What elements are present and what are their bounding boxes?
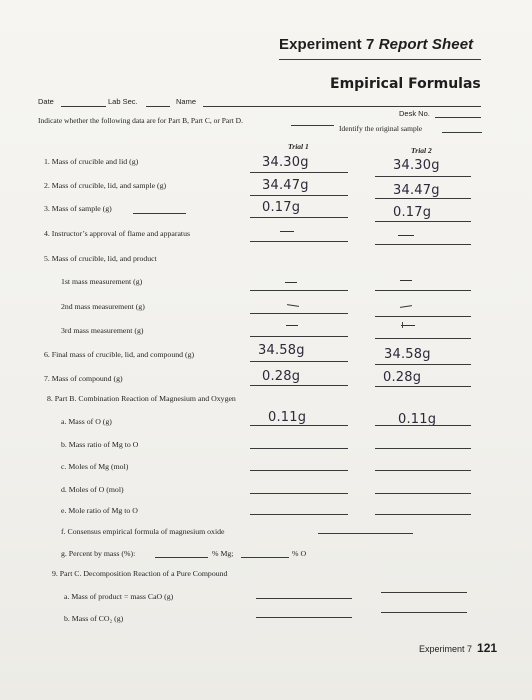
trial1-line6[interactable]: [250, 361, 348, 362]
part-line[interactable]: [291, 125, 334, 126]
name-line[interactable]: [203, 106, 481, 107]
trial1-dash-m3: [286, 325, 298, 326]
trial2-crucible-sample-value: 34.47g: [393, 183, 440, 198]
percent-line-2[interactable]: [241, 557, 289, 558]
empirical-formula-line[interactable]: [318, 533, 413, 534]
item3-leader: [133, 213, 186, 214]
trial2-line3[interactable]: [375, 221, 471, 222]
trial1-crucible-lid-value: 34.30g: [262, 155, 309, 170]
trial1-line-m2[interactable]: [250, 313, 348, 314]
item5-label: 5. Mass of crucible, lid, and product: [44, 254, 157, 263]
trial2-line4[interactable]: [375, 244, 471, 245]
trial2-line9b[interactable]: [381, 612, 467, 613]
trial2-line8c[interactable]: [375, 470, 471, 471]
identify-text: Identify the original sample: [339, 124, 423, 133]
trial1-line3[interactable]: [250, 217, 348, 218]
lab-sec-label: Lab Sec.: [108, 97, 138, 106]
title-rule: [279, 59, 481, 60]
trial2-line8a[interactable]: [375, 425, 471, 426]
trial2-line6[interactable]: [375, 364, 471, 365]
trial2-line1[interactable]: [375, 176, 471, 177]
trial2-line8b[interactable]: [375, 448, 471, 449]
footer-label: Experiment 7: [419, 644, 473, 654]
trial1-line9a[interactable]: [256, 598, 352, 599]
trial2-line7[interactable]: [375, 386, 471, 387]
mass2-label: 2nd mass measurement (g): [61, 302, 145, 311]
item9a-label: a. Mass of product = mass CaO (g): [64, 592, 174, 601]
lab-sec-line[interactable]: [146, 106, 170, 107]
trial2-dash-m3: [401, 325, 415, 326]
trial2-sample-mass-value: 0.17g: [393, 205, 432, 220]
trial1-dash-m1: [285, 282, 297, 283]
sheet-subtitle: Empirical Formulas: [330, 76, 481, 92]
trial2-tick-m3: [402, 322, 403, 328]
trial2-line-m3[interactable]: [375, 338, 471, 339]
identify-line[interactable]: [442, 132, 482, 133]
trial1-dash4: [280, 231, 294, 232]
item8c-label: c. Moles of Mg (mol): [61, 462, 129, 471]
trial1-line8c[interactable]: [250, 470, 348, 471]
trial2-line8d[interactable]: [375, 493, 471, 494]
trial1-line2[interactable]: [250, 195, 348, 196]
trial2-line9a[interactable]: [381, 592, 467, 593]
item8d-label: d. Moles of O (mol): [61, 485, 124, 494]
trial1-line4[interactable]: [250, 241, 348, 242]
trial1-sample-mass-value: 0.17g: [262, 200, 301, 215]
trial2-crucible-lid-value: 34.30g: [393, 158, 440, 173]
title-number: 7: [365, 36, 375, 53]
title-experiment: Experiment: [279, 36, 366, 53]
trial2-compound-mass-value: 0.28g: [383, 370, 422, 385]
mass3-label: 3rd mass measurement (g): [61, 326, 144, 335]
item8b-label: b. Mass ratio of Mg to O: [61, 440, 139, 449]
trial1-header: Trial 1: [288, 142, 309, 151]
trial1-line8d[interactable]: [250, 493, 348, 494]
item4-label: 4. Instructor’s approval of flame and apparatus: [44, 229, 190, 238]
item8f-label: f. Consensus empirical formula of magnesium oxide: [61, 527, 225, 536]
trial2-line-m2[interactable]: [375, 316, 471, 317]
mass1-label: 1st mass measurement (g): [61, 277, 143, 286]
item3-label: 3. Mass of sample (g): [44, 204, 112, 213]
sheet-title: [279, 36, 473, 53]
trial2-header: Trial 2: [411, 146, 432, 155]
name-label: Name: [176, 97, 197, 106]
item6-label: 6. Final mass of crucible, lid, and compound (g): [44, 350, 195, 359]
item1-label: 1. Mass of crucible and lid (g): [44, 157, 139, 166]
trial1-line1[interactable]: [250, 172, 348, 173]
indicate-text: Indicate whether the following data are for Part B, Part C, or Part D.: [38, 116, 243, 125]
trial1-line9b[interactable]: [256, 617, 352, 618]
percent-mg-label: % Mg;: [212, 549, 234, 558]
item9-label: 9. Part C. Decomposition Reaction of a Pure Compound: [52, 569, 228, 578]
trial1-line8a[interactable]: [250, 425, 348, 426]
title-report-sheet: Report Sheet: [378, 36, 474, 53]
trial1-line-m1[interactable]: [250, 290, 348, 291]
trial1-line-m3[interactable]: [250, 336, 348, 337]
date-label: Date: [38, 97, 54, 106]
item8g-label: g. Percent by mass (%):: [61, 549, 136, 558]
trial2-dash-m2: [400, 305, 412, 308]
trial2-line8e[interactable]: [375, 514, 471, 515]
trial2-line-m1[interactable]: [375, 290, 471, 291]
desk-no-line[interactable]: [435, 117, 481, 118]
item7-label: 7. Mass of compound (g): [44, 374, 123, 383]
page-footer: [419, 641, 497, 655]
trial2-dash-m1: [400, 280, 412, 281]
desk-no-label: Desk No.: [399, 109, 430, 118]
item2-label: 2. Mass of crucible, lid, and sample (g): [44, 181, 167, 190]
item9b-label: b. Mass of CO₂ (g): [64, 614, 124, 623]
trial1-line8e[interactable]: [250, 514, 348, 515]
percent-line-1[interactable]: [155, 557, 208, 558]
date-line[interactable]: [61, 106, 106, 107]
trial2-oxygen-mass-value: 0.11g: [398, 412, 437, 427]
trial1-line8b[interactable]: [250, 448, 348, 449]
trial2-final-mass-value: 34.58g: [384, 347, 431, 362]
page-number: 121: [477, 641, 498, 655]
item8a-label: a. Mass of O (g): [61, 417, 112, 426]
trial2-line2[interactable]: [375, 198, 471, 199]
trial1-crucible-sample-value: 34.47g: [262, 178, 309, 193]
item8-label: 8. Part B. Combination Reaction of Magnesium and Oxygen: [47, 394, 236, 403]
trial1-oxygen-mass-value: 0.11g: [268, 410, 307, 425]
trial2-dash4: [398, 235, 414, 236]
trial1-final-mass-value: 34.58g: [258, 343, 305, 358]
trial1-line7[interactable]: [250, 385, 348, 386]
trial1-dash-m2: [287, 304, 299, 307]
percent-o-label: % O: [292, 549, 307, 558]
item8e-label: e. Mole ratio of Mg to O: [61, 506, 138, 515]
trial1-compound-mass-value: 0.28g: [262, 369, 301, 384]
